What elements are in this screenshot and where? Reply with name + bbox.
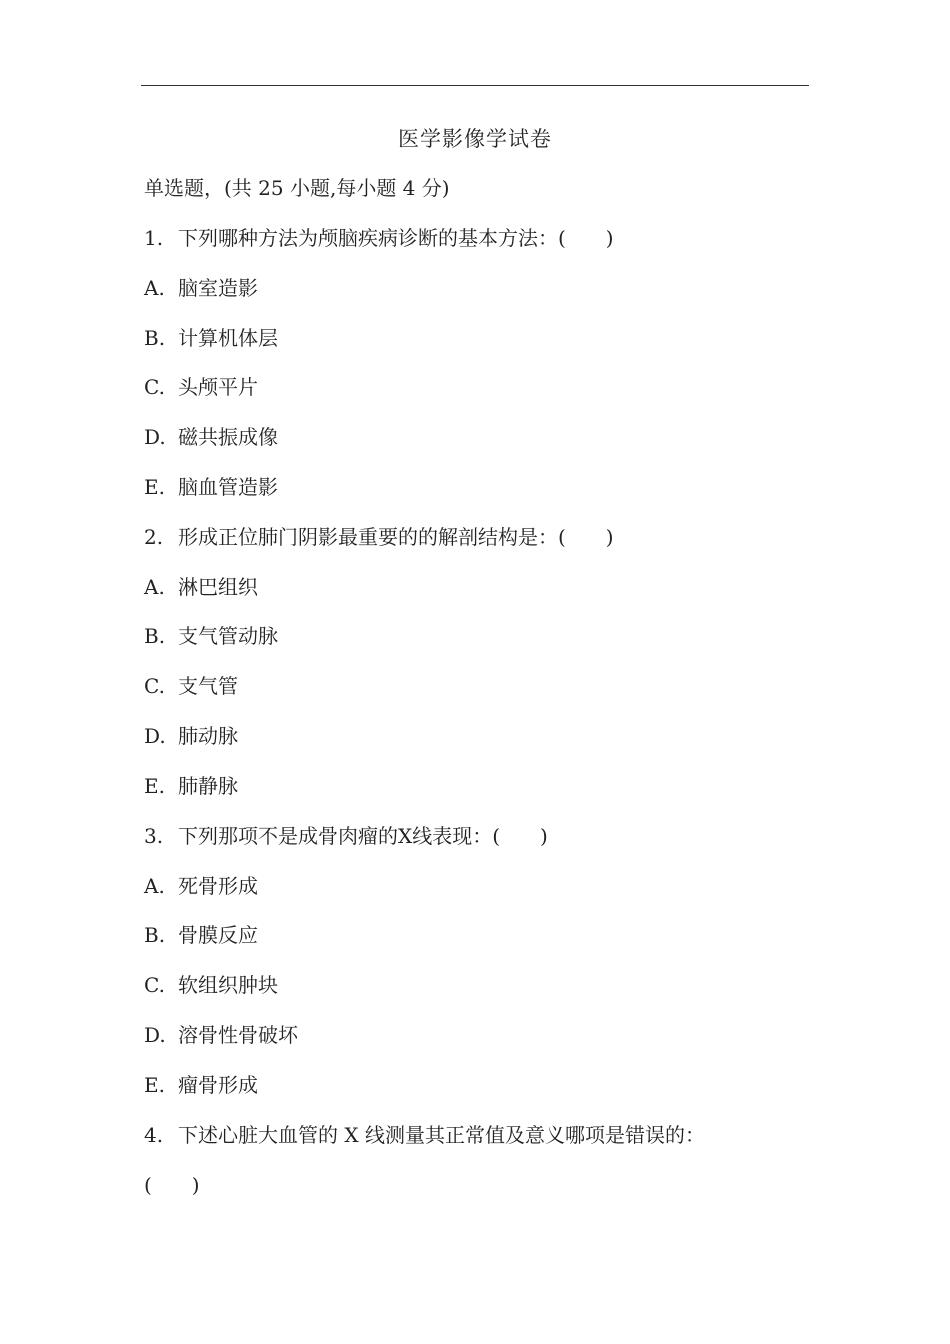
option-text: 骨膜反应: [178, 923, 258, 947]
option-c: [144, 971, 278, 999]
option-text: 脑血管造影: [178, 475, 278, 499]
question-4-continuation: ( ): [144, 1173, 200, 1197]
option-letter: C.: [144, 375, 165, 399]
option-text: 软组织肿块: [178, 973, 278, 997]
question-text: 下列哪种方法为颅脑疾病诊断的基本方法：( ): [178, 226, 614, 250]
option-text: 淋巴组织: [178, 575, 258, 599]
option-a: [144, 274, 258, 302]
option-a: [144, 573, 258, 601]
option-letter: E.: [144, 774, 165, 798]
option-text: 磁共振成像: [178, 425, 278, 449]
option-letter: B.: [144, 624, 166, 648]
option-letter: A.: [144, 276, 165, 300]
option-text: 溶骨性骨破坏: [178, 1023, 298, 1047]
option-letter: E.: [144, 475, 165, 499]
question-number: 2.: [144, 525, 164, 549]
option-c: [144, 373, 258, 401]
option-b: [144, 921, 258, 949]
option-text: 支气管动脉: [178, 624, 278, 648]
option-text: 支气管: [178, 674, 238, 698]
option-letter: D.: [144, 1023, 166, 1047]
option-text: 肺静脉: [178, 774, 238, 798]
option-letter: D.: [144, 724, 166, 748]
option-text: 计算机体层: [178, 326, 278, 350]
option-b: [144, 622, 278, 650]
option-letter: E.: [144, 1073, 165, 1097]
option-text: 脑室造影: [178, 276, 258, 300]
question-text: 下列那项不是成骨肉瘤的X线表现：( ): [178, 824, 548, 848]
question-text: 下述心脏大血管的 X 线测量其正常值及意义哪项是错误的：: [178, 1123, 705, 1147]
option-text: 死骨形成: [178, 874, 258, 898]
question-3: [144, 822, 548, 850]
option-b: [144, 324, 278, 352]
option-text: 肺动脉: [178, 724, 238, 748]
header-rule: [141, 85, 809, 86]
section-header: 单选题，(共 25 小题,每小题 4 分): [144, 176, 450, 200]
question-2: [144, 523, 614, 551]
option-letter: B.: [144, 923, 166, 947]
option-text: 瘤骨形成: [178, 1073, 258, 1097]
option-e: [144, 772, 238, 800]
option-letter: D.: [144, 425, 166, 449]
option-letter: A.: [144, 874, 165, 898]
question-number: 4.: [144, 1123, 164, 1147]
question-4: [144, 1121, 705, 1149]
option-text: 头颅平片: [178, 375, 258, 399]
page-title: 医学影像学试卷: [398, 127, 552, 151]
option-e: [144, 1071, 258, 1099]
option-d: [144, 423, 278, 451]
option-letter: A.: [144, 575, 165, 599]
option-e: [144, 473, 278, 501]
option-c: [144, 672, 238, 700]
option-letter: C.: [144, 973, 165, 997]
option-d: [144, 722, 238, 750]
question-1: [144, 224, 614, 252]
question-text: 形成正位肺门阴影最重要的的解剖结构是：( ): [178, 525, 614, 549]
option-d: [144, 1021, 298, 1049]
question-number: 3.: [144, 824, 164, 848]
question-number: 1.: [144, 226, 164, 250]
option-letter: B.: [144, 326, 166, 350]
option-a: [144, 872, 258, 900]
option-letter: C.: [144, 674, 165, 698]
